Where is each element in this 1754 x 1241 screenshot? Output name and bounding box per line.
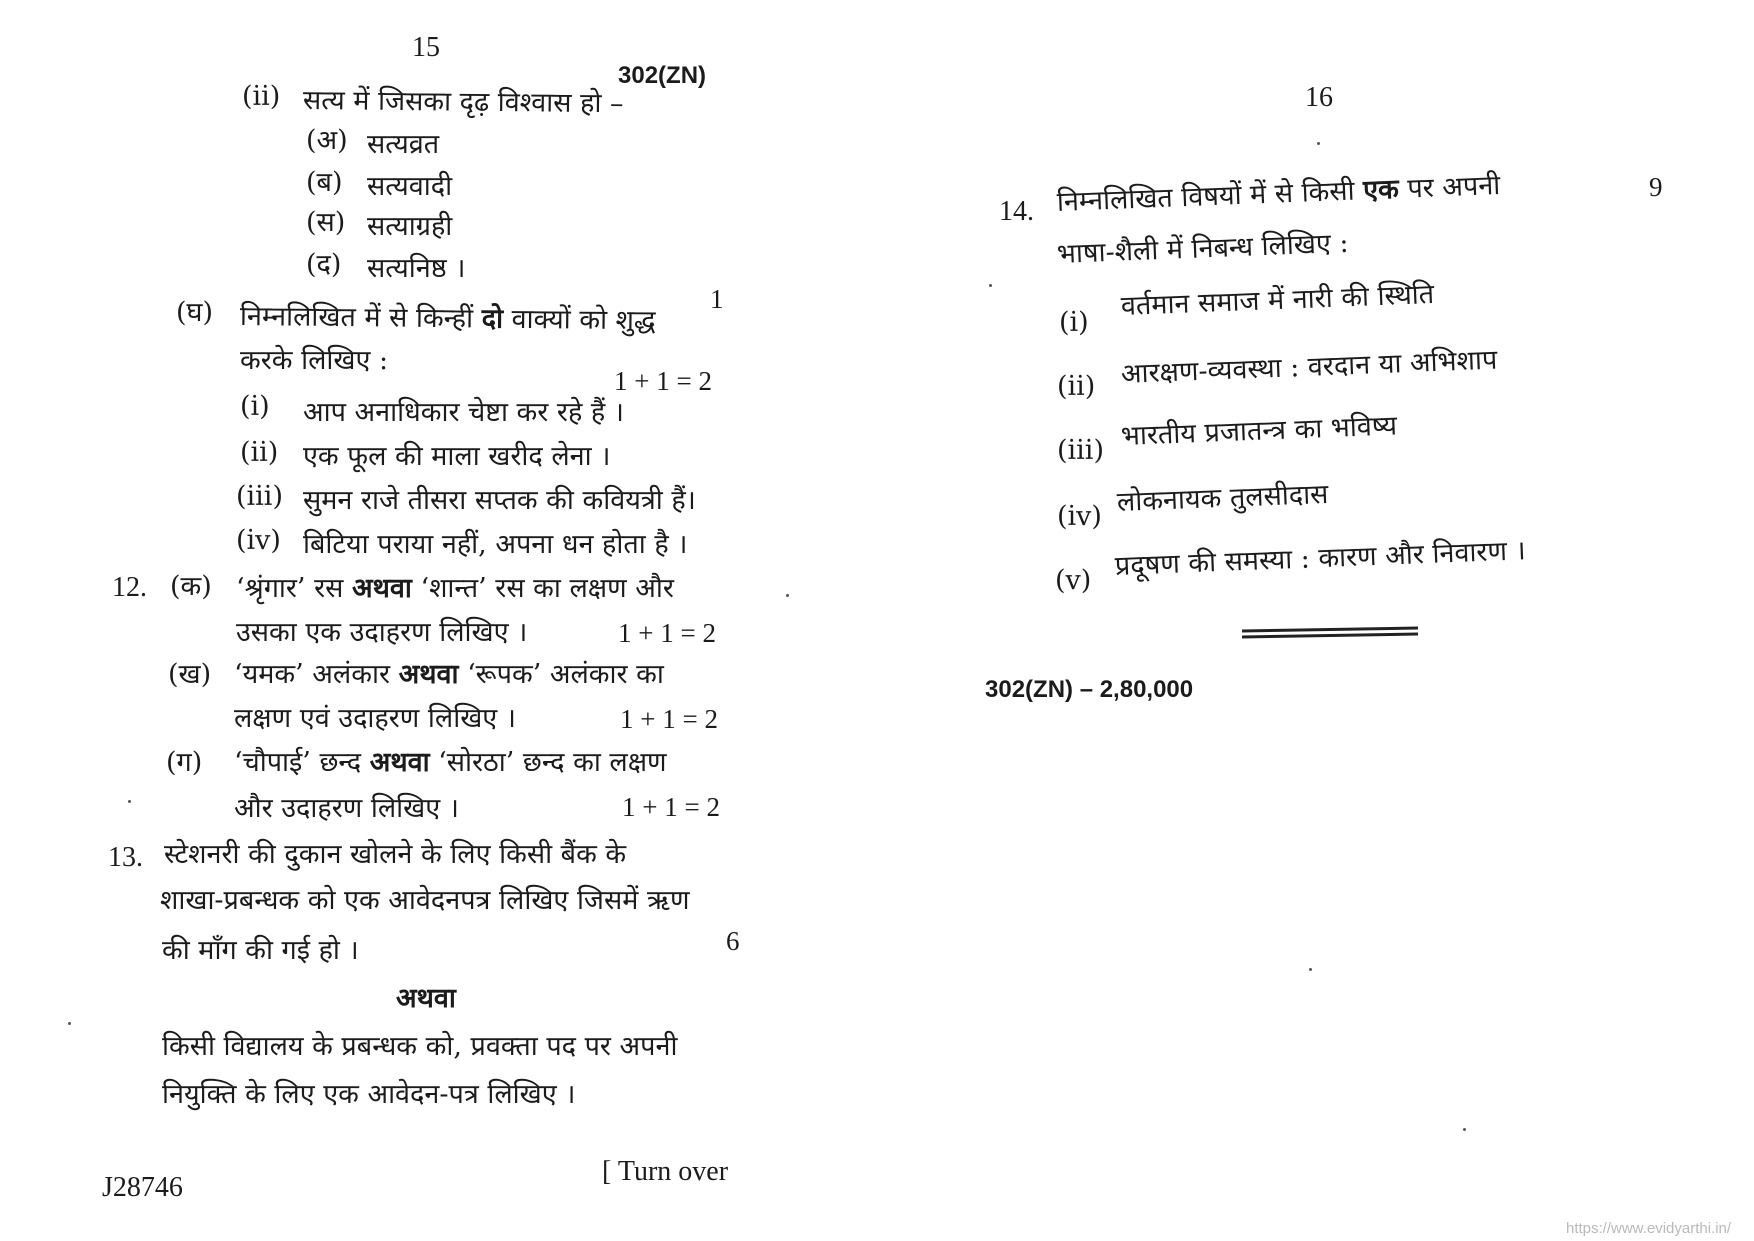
question-text-line3: की माँग की गई हो । [162,935,359,966]
question-number: 12. [112,572,147,603]
topic-label: (v) [1055,565,1092,596]
question-text: स्टेशनरी की दुकान खोलने के लिए किसी बैंक के [164,839,627,870]
alternate-text: किसी विद्यालय के प्रबन्धक को, प्रवक्ता पद पर अपनी [162,1031,678,1062]
option-text: सत्यव्रत [367,129,440,160]
print-run: 302(ZN) – 2,80,000 [985,676,1194,703]
alternate-text-line2: नियुक्ति के लिए एक आवेदन-पत्र लिखिए । [162,1079,576,1110]
item-label: (i) [240,391,270,422]
item-label: (iv) [236,525,281,556]
option-text: सत्याग्रही [367,211,453,242]
question-text-line2: शाखा-प्रबन्धक को एक आवेदनपत्र लिखिए जिसमें ऋण [160,885,690,916]
or-heading: अथवा [396,983,456,1014]
footer-code: J28746 [102,1172,183,1203]
marks: 1 + 1 = 2 [620,704,718,734]
item-text: सुमन राजे तीसरा सप्तक की कवियत्री हैं। [303,485,696,516]
sub-text-line2: लक्षण एवं उदाहरण लिखिए । [234,703,517,734]
question-text: सत्य में जिसका दृढ़ विश्वास हो – [302,85,624,120]
option-label: (स) [306,207,346,238]
topic-text: भारतीय प्रजातन्त्र का भविष्य [1120,410,1398,452]
question-text-line2: करके लिखिए : [240,345,389,376]
item-text: आप अनाधिकार चेष्टा कर रहे हैं । [303,397,625,428]
sub-text-line2: उसका एक उदाहरण लिखिए । [236,617,528,648]
scan-speck [989,284,992,287]
question-text: निम्नलिखित विषयों में से किसी एक पर अपनी [1056,169,1501,218]
topic-text: लोकनायक तुलसीदास [1116,478,1329,518]
topic-label: (iii) [1057,435,1104,466]
question-number: 13. [108,842,143,873]
topic-text: प्रदूषण की समस्या : कारण और निवारण । [1114,535,1527,582]
scan-speck [68,1022,71,1025]
scan-speck [786,594,789,597]
topic-label: (i) [1059,307,1089,338]
question-label: (घ) [176,297,214,328]
item-text: बिटिया पराया नहीं, अपना धन होता है । [303,529,688,560]
item-text: एक फूल की माला खरीद लेना । [303,441,611,472]
sub-text-line2: और उदाहरण लिखिए । [234,793,459,824]
question-text: निम्नलिखित में से किन्हीं दो वाक्यों को शुद्ध [239,301,656,337]
marks: 1 [710,284,724,314]
end-rule [1242,632,1418,638]
turn-over-label: [ Turn over [602,1156,729,1187]
question-text-line2: भाषा-शैली में निबन्ध लिखिए : [1056,227,1350,270]
topic-label: (iv) [1057,501,1102,532]
option-text: सत्यनिष्ठ । [367,253,466,284]
option-label: (द) [306,249,342,280]
question-number: 14. [999,196,1034,227]
scan-speck [1463,1128,1466,1131]
paper-code: 302(ZN) [618,62,707,89]
page-number: 16 [1305,82,1333,113]
question-label: (ii) [242,81,281,112]
scan-speck [1317,142,1320,145]
topic-text: वर्तमान समाज में नारी की स्थिति [1120,278,1435,322]
sub-text: ‘चौपाई’ छन्द अथवा ‘सोरठा’ छन्द का लक्षण [234,747,667,778]
topic-label: (ii) [1057,371,1096,402]
marks: 9 [1649,172,1663,202]
watermark-url: https://www.evidyarthi.in/ [1566,1220,1732,1237]
option-text: सत्यवादी [367,171,453,202]
sub-text: ‘यमक’ अलंकार अथवा ‘रूपक’ अलंकार का [234,659,664,690]
option-label: (ब) [306,167,343,198]
sub-label: (ख) [168,659,212,690]
sub-label: (ग) [166,747,203,778]
marks: 6 [726,926,740,956]
option-label: (अ) [306,125,348,156]
sub-text: ‘श्रृंगार’ रस अथवा ‘शान्त’ रस का लक्षण और [236,573,674,604]
marks: 1 + 1 = 2 [622,792,720,822]
scan-speck [128,800,131,803]
scan-speck [1309,968,1312,971]
marks: 1 + 1 = 2 [614,366,712,396]
marks: 1 + 1 = 2 [618,618,716,648]
end-rule [1242,626,1418,632]
sub-label: (क) [170,571,212,602]
page-number: 15 [412,32,440,63]
item-label: (iii) [236,481,283,512]
item-label: (ii) [240,437,279,468]
topic-text: आरक्षण-व्यवस्था : वरदान या अभिशाप [1120,344,1498,390]
right-page [877,0,1754,1241]
